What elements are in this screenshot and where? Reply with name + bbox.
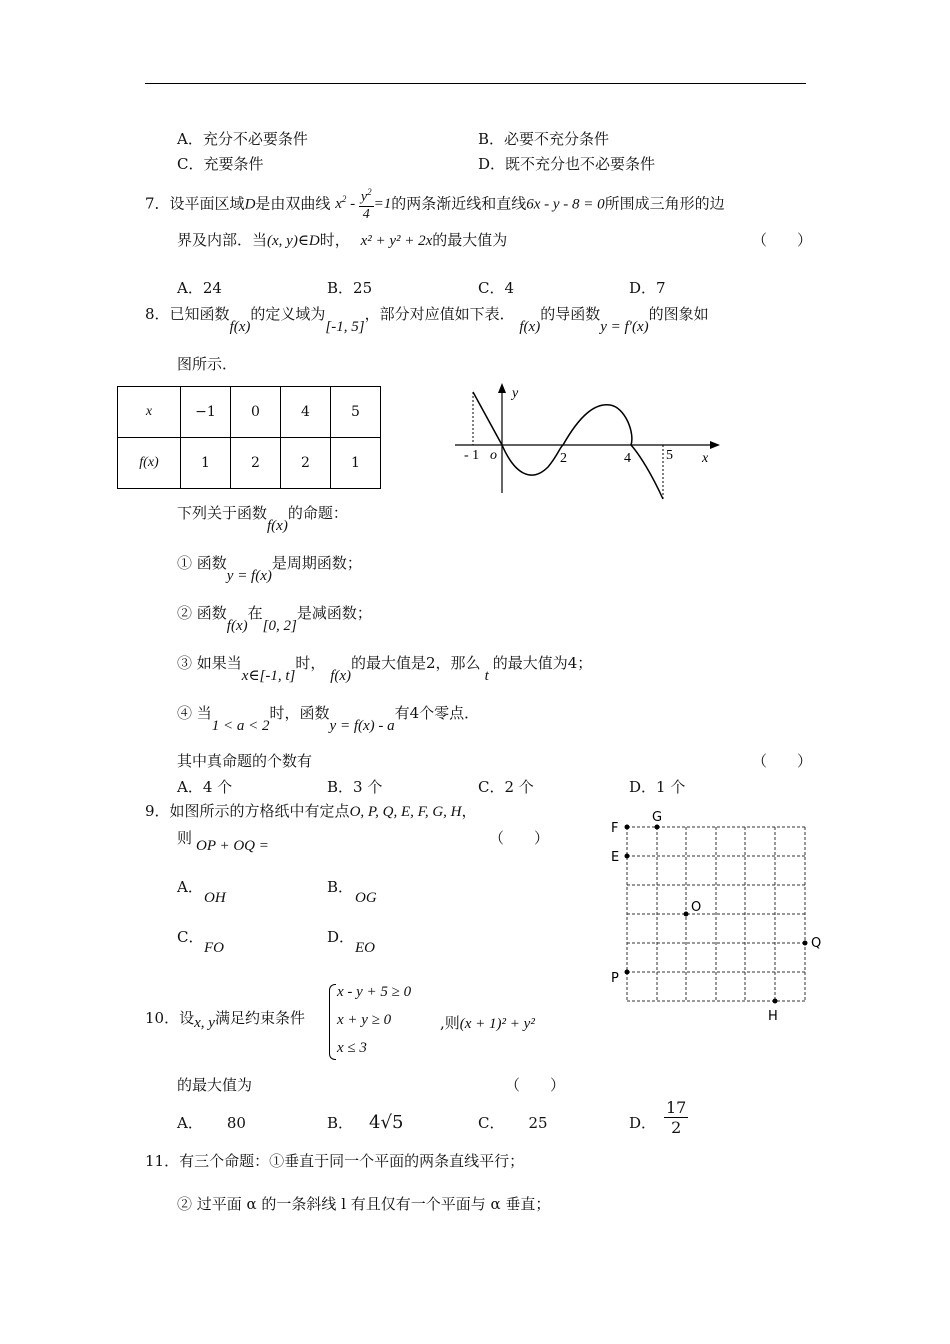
q8-option-d: D．1 个 [629,778,686,796]
q10-option-c: C． 25 [478,1114,548,1132]
q10-constraint-3: x ≤ 3 [337,1040,367,1056]
q10-question: 的最大值为 [177,1076,253,1094]
label-g: G [652,810,663,825]
q9-line-1: 9．如图所示的方格纸中有定点O, P, Q, E, F, G, H， [145,802,477,820]
point-h [773,999,778,1004]
q8-line-2: 图所示． [177,355,238,373]
q7-line-2: 界及内部．当(x, y)∈D时， x² + y² + 2x的最大值为 [177,231,508,249]
q9-answer-paren: （ ） [489,829,550,847]
q8-proposition-1: ① 函数y = f(x)是周期函数； [177,554,362,584]
q10-brace [329,984,336,1060]
q10-option-d: D． [629,1114,657,1132]
q7-option-d: D．7 [629,279,666,297]
q8-option-b: B．3 个 [327,778,383,796]
q7-line-eq: 6x - y - 8 = 0 [526,196,605,213]
q7-option-a: A．24 [177,279,222,297]
q10-then: ,则(x + 1)² + y² [440,1014,535,1032]
q10-option-a: A． 80 [177,1114,246,1132]
q7-hyperbola: $x^2$ - $\frac{y^2}{4}$ =1 [335,187,392,222]
q11-line-1: 11．有三个命题：①垂直于同一个平面的两条直线平行； [145,1152,525,1170]
q7-answer-paren: （ ） [752,231,813,249]
q8-proposition-4: ④ 当1 < a < 2时，函数y = f(x) - a有4个零点． [177,704,480,734]
q7-line-1 [145,187,725,223]
q8-option-c: C．2 个 [478,778,534,796]
q9-option-d: D． [327,928,355,946]
q7-region: D [244,196,256,213]
q7-text: 所围成三角形的边 [604,194,725,213]
label-e: E [611,850,620,865]
label-f: F [611,821,619,836]
x-label: x [702,451,709,466]
q8-value-table [117,386,381,489]
q9-option-a-value: OH [204,890,226,906]
q10-line-1: 10．设x, y满足约束条件 [145,1009,305,1031]
q9-option-c: C． [177,928,204,946]
q8-proposition-2: ② 函数f(x)在[0, 2]是减函数； [177,604,372,634]
label-p: P [611,971,619,986]
q6-option-d: D．既不充分也不必要条件 [478,155,656,173]
q7-number: 7． [145,194,170,213]
q7-text: 是由双曲线 [255,194,331,213]
q7-option-c: C．4 [478,279,515,297]
q7-expression: x² + y² + 2x [360,233,433,249]
q6-option-a: A．充分不必要条件 [177,130,308,148]
q7-option-b: B．25 [327,279,373,297]
label-o: O [691,900,702,915]
grid-lines [627,827,805,1001]
origin-label: o [490,448,497,463]
q8-answer-paren: （ ） [752,752,813,770]
q10-constraint-1: x - y + 5 ≥ 0 [337,984,412,1000]
q8-question: 其中真命题的个数有 [177,752,313,770]
label-h: H [768,1009,778,1024]
point-g [655,825,660,830]
table-row: x −1 0 4 5 [118,387,381,438]
q9-option-b-value: OG [355,890,377,906]
q8-line-1: 8．已知函数f(x)的定义域为[-1, 5]，部分对应值如下表． f(x)的导函数y = f′(x)的图象如 [145,305,709,335]
q7-text: 设平面区域 [169,194,245,213]
q10-answer-paren: （ ） [505,1076,566,1094]
header-rule [145,83,806,84]
q9-option-a: A． [177,878,203,896]
table-row: f(x) 1 2 2 1 [118,438,381,489]
q8-option-a: A．4 个 [177,778,233,796]
point-f [625,825,630,830]
q9-vector-expression: OP + OQ = [196,838,269,854]
point-e [625,854,630,859]
q8-proposition-3: ③ 如果当x∈[-1, t]时， f(x)的最大值是2，那么t的最大值为4； [177,654,593,684]
q6-option-b: B．必要不充分条件 [478,130,610,148]
y-axis-arrow-icon [498,383,506,393]
tick-label: - 1 [464,448,480,463]
q10-option-b: B． 4√5 [327,1112,404,1133]
q9-line-2: 则 [177,829,193,847]
tick-label: 5 [666,448,673,463]
q9-grid-figure [600,805,835,1030]
q6-option-c: C．充要条件 [177,155,264,173]
q10-constraint-2: x + y ≥ 0 [337,1012,392,1028]
tick-label: 2 [560,451,567,466]
q11-line-2: ② 过平面 α 的一条斜线 l 有且仅有一个平面与 α 垂直； [177,1195,551,1213]
x-axis-arrow-icon [710,441,720,449]
point-q [803,941,808,946]
point-o [684,912,689,917]
q7-condition: (x, y)∈D [267,233,320,249]
q7-text: 的两条渐近线和直线 [391,194,527,213]
q8-derivative-graph [440,375,730,510]
q9-option-c-value: FO [204,940,224,956]
q9-option-b: B． [327,878,354,896]
q9-option-d-value: EO [355,940,375,956]
label-q: Q [811,936,822,951]
q10-option-d-fraction: $\frac{17}{2}$ [666,1098,687,1137]
tick-label: 4 [624,451,631,466]
q8-intro: 下列关于函数f(x)的命题： [177,504,348,534]
y-label: y [512,386,519,401]
point-p [625,970,630,975]
